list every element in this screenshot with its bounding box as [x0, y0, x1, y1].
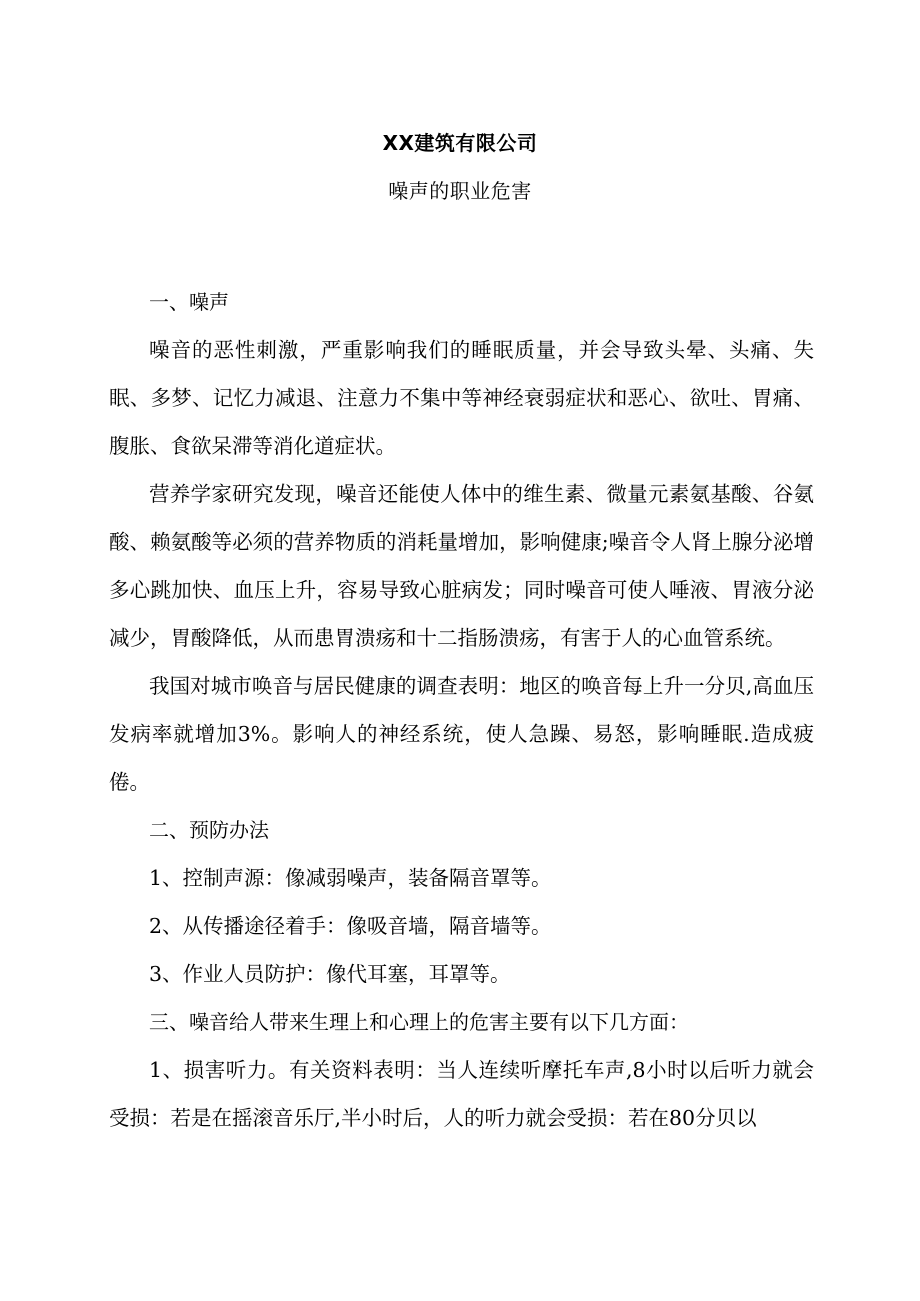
list-item: 2、从传播途径着手：像吸音墙，隔音墙等。 — [149, 914, 552, 938]
list-item: 1、控制声源：像减弱噪声，装备隔音罩等。 — [149, 866, 552, 890]
paragraph: 营养学家研究发现，噪音还能使人体中的维生素、微量元素氨基酸、谷氨酸、赖氨酸等必须的营养物质的消耗量增加，影响健康;噪音令人肾上腺分泌增多心跳加快、血压上升，容易导致心脏病发；同时噪音可使人唾液、胃液分泌减少，胃酸降低，从而患胃溃疡和十二指肠溃疡，有害于人的心血管系统。 — [109, 482, 814, 650]
section-heading: 二、预防办法 — [149, 818, 269, 842]
paragraph: 1、损害听力。有关资料表明：当人连续听摩托车声,8小时以后听力就会受损：若是在摇滚音乐厅,半小时后，人的听力就会受损：若在80分贝以 — [109, 1058, 814, 1130]
section-heading: 一、噪声 — [149, 290, 229, 314]
paragraph: 我国对城市唤音与居民健康的调查表明：地区的唤音每上升一分贝,高血压发病率就增加3%。影响人的神经系统，使人急躁、易怒，影响睡眠.造成疲倦。 — [109, 674, 814, 794]
section-heading: 三、噪音给人带来生理上和心理上的危害主要有以下几方面： — [149, 1010, 689, 1034]
section-prevention — [109, 806, 814, 998]
section-noise — [109, 278, 814, 806]
company-name: XX建筑有限公司 — [382, 131, 538, 155]
paragraph: 噪音的恶性刺激，严重影响我们的睡眠质量，并会导致头晕、头痛、失眠、多梦、记忆力减退、注意力不集中等神经衰弱症状和恶心、欲吐、胃痛、腹胀、食欲呆滞等消化道症状。 — [109, 338, 814, 458]
section-harms — [109, 998, 814, 1142]
document-title: 噪声的职业危害 — [388, 179, 532, 203]
list-item: 3、作业人员防护：像代耳塞，耳罩等。 — [149, 962, 511, 986]
document-body — [109, 278, 814, 1142]
